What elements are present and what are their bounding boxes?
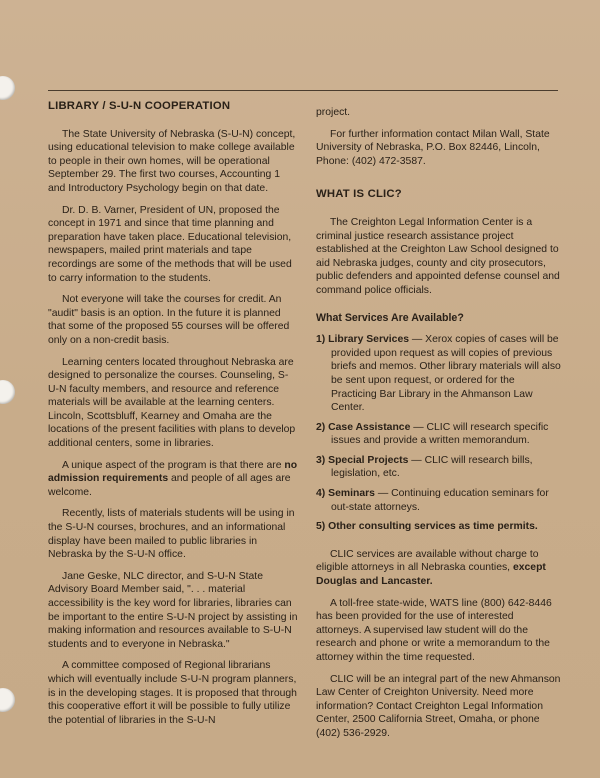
- paragraph-continued: project.: [316, 107, 351, 118]
- paragraph: Dr. D. B. Varner, President of UN, proposed the concept in 1971 and since that time planning and preparation have taken place. Educational television, newspapers, mailed print materials and tape recordings are some of the methods that will be used to carry information to the students.: [48, 204, 292, 284]
- paragraph: [316, 548, 562, 589]
- list-item-number: 2): [316, 421, 326, 433]
- section-heading-clic: WHAT IS CLIC?: [316, 188, 402, 201]
- paragraph: Recently, lists of materials students will be using in the S-U-N courses, brochures, and an informational display have been mailed to public libraries in Nebraska by the S-U-N office.: [48, 508, 295, 561]
- list-item-title: Other consulting services as time permits.: [328, 521, 538, 533]
- contact-paragraph: For further information contact Milan Wall, State University of Nebraska, P.O. Box 82446, Lincoln, Phone: (402) 472-3587.: [316, 128, 550, 167]
- paragraph: A committee composed of Regional librarians which will eventually include S-U-N program planners, is in the developing stages. It is proposed that through this cooperative effort it will be possible to fully utilize the potential of libraries in the S-U-N: [48, 660, 297, 726]
- section-heading-library: LIBRARY / S-U-N COOPERATION: [48, 100, 231, 112]
- list-item-number: 1): [316, 334, 326, 346]
- header-rule: [48, 90, 558, 91]
- list-item-text: — CLIC will research specific issues and provide a written memorandum.: [331, 421, 549, 447]
- list-item-text: — Xerox copies of cases will be provided upon request as will copies of previous briefs and memos. Other library materials will also be sent upon request, or ordered for the Practicing Bar Library in the Ahmanson Law Center.: [331, 334, 561, 414]
- paragraph: Learning centers located throughout Nebraska are designed to personalize the courses. Counseling, S-U-N faculty members, and resource and reference materials will be available at the learning centers. Lincoln, Scottsbluff, Kearney and Omaha are the locations of the present facilities with plans to develop additional centers, some in libraries.: [48, 356, 296, 450]
- paragraph: Jane Geske, NLC director, and S-U-N State Advisory Board Member said, ". . . material accessibility is the key word for libraries, libraries can be important to the entire S-U-N project by assisting in making information and resources available to S-U-N students and to everyone in Nebraska.": [48, 570, 298, 650]
- services-heading: What Services Are Available?: [316, 311, 464, 324]
- paragraph: [48, 459, 298, 500]
- services-list: [316, 333, 562, 534]
- list-item: [316, 421, 562, 448]
- text-run: CLIC services are available without charge to eligible attorneys in all Nebraska counties,: [316, 548, 539, 574]
- paragraph: CLIC will be an integral part of the new Ahmanson Law Center of Creighton University. Need more information? Contact Creighton Legal Information Center, 2500 California Street, Omaha, or phone (402) 536-2929.: [316, 673, 561, 739]
- paragraph: A toll-free state-wide, WATS line (800) 642-8446 has been provided for the use of interested attorneys. A supervised law student will do the research and phone or write a memorandum to the attorney within the time requested.: [316, 597, 552, 663]
- list-item-title: Seminars: [328, 488, 375, 500]
- list-item: [316, 454, 562, 481]
- right-column: [316, 100, 562, 741]
- paragraph: Not everyone will take the courses for credit. An "audit" basis is an option. In the future it is planned that some of the proposed 55 courses will be offered only on a non-credit basis.: [48, 294, 290, 346]
- list-item-text: — Continuing education seminars for out-state attorneys.: [331, 488, 549, 513]
- paragraph: The State University of Nebraska (S-U-N) concept, using educational television to make college available to people in their own homes, will be operational September 29. The first two courses, Accounting 1 and Introductory Psychology begin on that date.: [48, 128, 296, 194]
- list-item-number: 5): [316, 521, 326, 533]
- list-item-title: Special Projects: [328, 454, 409, 466]
- left-column: [48, 100, 298, 727]
- emphasis-text: except Douglas and Lancaster.: [316, 562, 546, 588]
- paragraph: The Creighton Legal Information Center is a criminal justice research assistance project established at the Creighton Law School designed to aid Nebraska judges, county and city prosecutors, public defenders and appointed defense counsel and command police officials.: [316, 216, 560, 296]
- list-item-text: — CLIC will research bills, legislation, etc.: [331, 454, 533, 480]
- text-run: and people of all ages are welcome.: [48, 473, 291, 498]
- list-item-title: Case Assistance: [328, 421, 411, 433]
- list-item-title: Library Services: [328, 334, 410, 346]
- text-run: A unique aspect of the program is that there are: [62, 459, 285, 471]
- list-item: [316, 487, 562, 514]
- list-item: [316, 520, 562, 534]
- list-item-number: 4): [316, 488, 326, 500]
- list-item: [316, 333, 562, 415]
- emphasis-text: no admission requirements: [48, 459, 298, 485]
- list-item-number: 3): [316, 454, 326, 466]
